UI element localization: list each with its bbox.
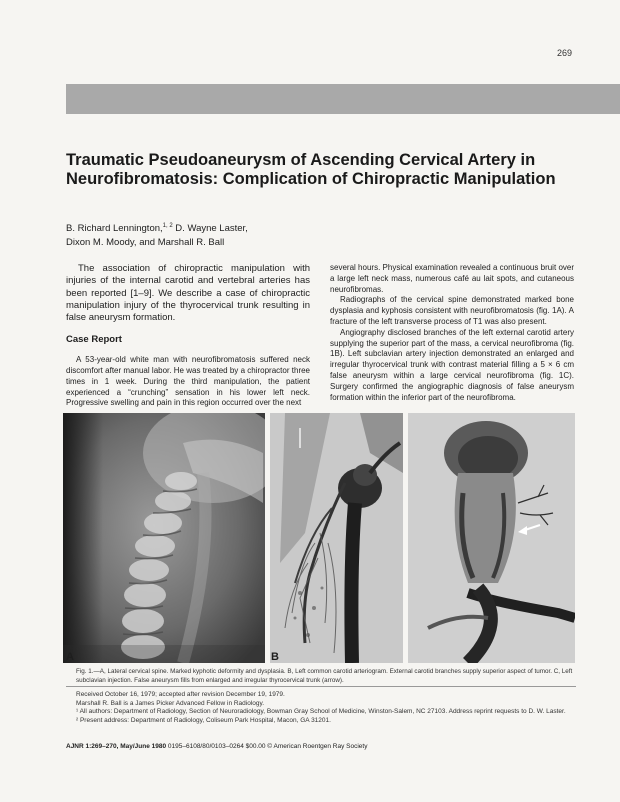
body-paragraph-continued: several hours. Physical examination revealed a continuous bruit over a large left neck mass, numerous café au lait spots, and cutaneous neurofibromas. (330, 263, 574, 294)
figure-panel-b-carotid-arteriogram (270, 413, 403, 663)
figure-label-a: A (66, 651, 74, 663)
subclavian-angiogram-image (408, 413, 575, 663)
author-line-2: Dixon M. Moody, and Marshall R. Ball (66, 237, 225, 249)
case-report-heading: Case Report (66, 334, 122, 346)
article-title: Traumatic Pseudoaneurysm of Ascending Cervical Artery in Neurofibromatosis: Complication of Chiropractic Manipulation (66, 151, 556, 188)
author-line-1 (66, 219, 366, 236)
footnote-affiliation: ¹ All authors: Department of Radiology, Section of Neuroradiology, Bowman Gray School of Medicine, Winston-Salem, NC 27103. Address reprint requests to D. W. Laster. (76, 708, 566, 716)
body-paragraph-radiographs: Radiographs of the cervical spine demonstrated marked bone dysplasia and kyphosis consistent with neurofibromatosis (fig. 1A). A fracture of the left transverse process of T1 was also present. (330, 295, 574, 326)
carotid-arteriogram-image (270, 413, 403, 663)
divider (66, 686, 576, 687)
spine-radiograph-image (63, 413, 265, 663)
right-column (330, 263, 574, 403)
figure-panel-c-subclavian-injection (408, 413, 575, 663)
figure-label-b: B (271, 651, 279, 663)
author-laster: D. Wayne Laster, (172, 223, 248, 235)
author-lennington: B. Richard Lennington, (66, 223, 163, 235)
author-list (66, 219, 366, 250)
figure-1 (63, 413, 575, 663)
page-number: 269 (556, 48, 572, 58)
footnote-present-address: ² Present address: Department of Radiology, Coliseum Park Hospital, Macon, GA 31201. (76, 717, 331, 725)
journal-citation (66, 743, 586, 750)
footnote-received: Received October 16, 1979; accepted after revision December 19, 1979. (76, 691, 285, 698)
footnote-fellow: Marshall R. Ball is a James Picker Advanced Fellow in Radiology. (76, 699, 265, 707)
left-column (66, 263, 310, 409)
body-paragraph-angiography: Angiography disclosed branches of the left external carotid artery supplying the superior part of the mass, a cervical neurofibroma (fig. 1B). Left subclavian artery injection demonstrated an enlarged and irregular thyrocervical trunk with contrast material filling a 5 × 6 cm false aneurysm within a large cervical neurofibroma (fig. 1C). Surgery confirmed the angiographic diagnosis of false aneurysm formation within the inferior part of the neurofibroma. (330, 327, 574, 402)
journal-volume: AJNR 1:269–270, May/June 1980 (66, 743, 167, 750)
header-banner (66, 84, 620, 114)
figure-panel-a-lateral-spine (63, 413, 265, 663)
author-affiliation-marks: 1, 2 (162, 223, 173, 229)
abstract: The association of chiropractic manipulation with injuries of the internal carotid and vertebral arteries has been reported [1–9]. We describe a case of chiropractic manipulation injury of the thyrocervical trunk resulting in false aneurysm formation. (66, 263, 310, 324)
case-report-paragraph: A 53-year-old white man with neurofibromatosis suffered neck discomfort after manual labor. He was treated by a chiropractor three times in 1 week. During the third manipulation, the patient experienced a “crunching” sensation in his lower left neck. Progressive swelling and pain in this region occurred over the next (66, 355, 310, 408)
journal-copyright: 0195–6108/80/0103–0264 $00.00 © American Roentgen Ray Society (166, 743, 368, 750)
figure-caption: Fig. 1.—A, Lateral cervical spine. Marked kyphotic deformity and dysplasia. B, Left common carotid arteriogram. External carotid branches supply superior aspect of tumor. C, Left subclavian injection. False aneurysm fills from enlarged and irregular thyrocervical trunk (arrow). (76, 668, 573, 684)
footnotes (76, 691, 576, 726)
